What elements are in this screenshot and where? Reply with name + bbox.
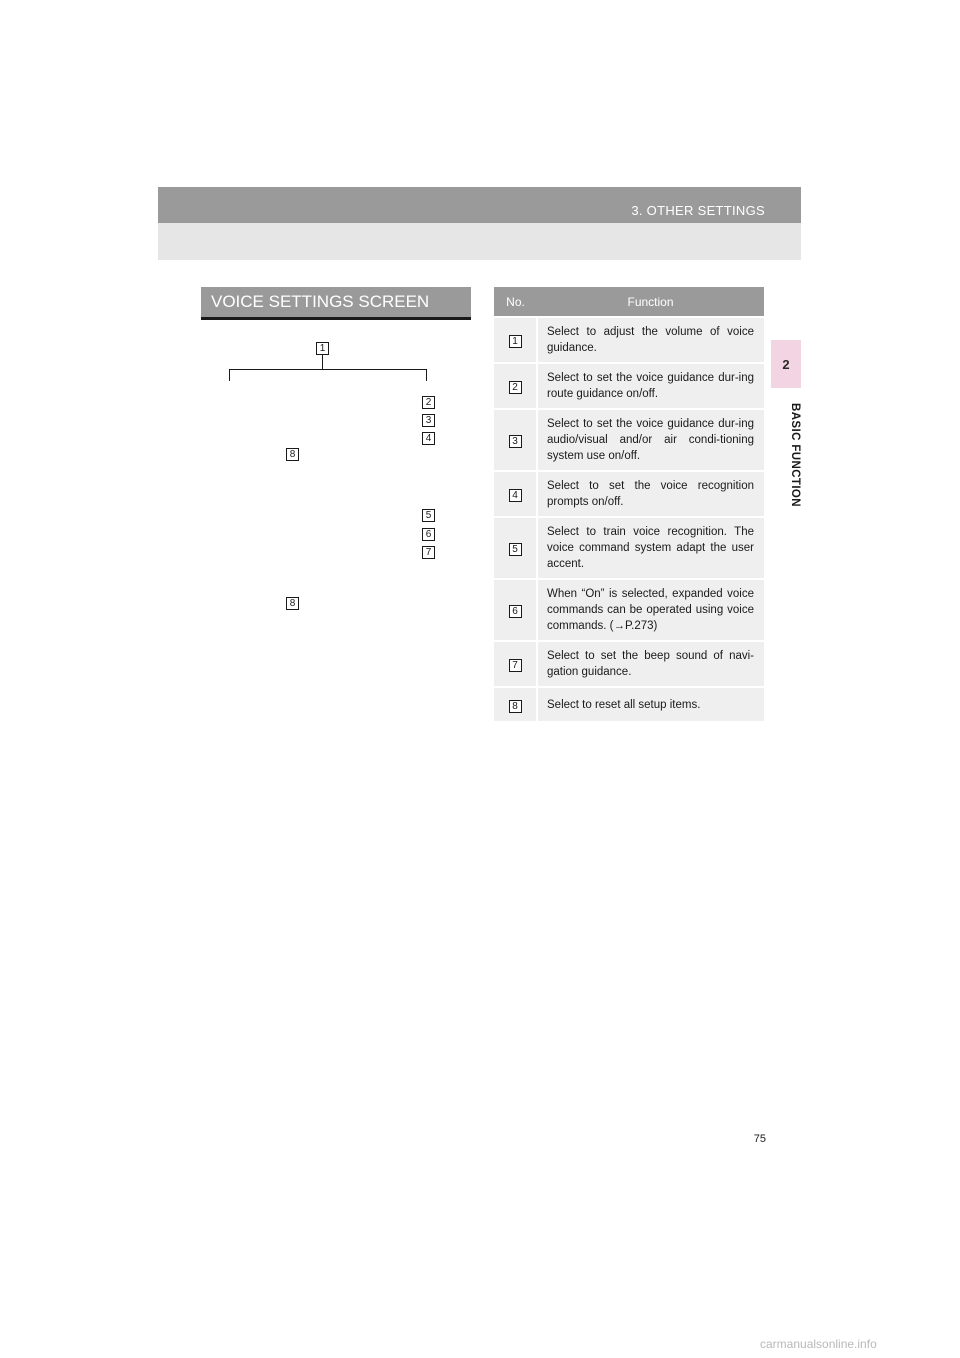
table-row <box>494 317 764 363</box>
row-function: Select to set the voice guidance dur-ing audio/visual and/or air condi-tioning system use on/off. <box>537 409 764 471</box>
bracket-horizontal <box>229 369 427 370</box>
row-function: Select to set the voice guidance dur-ing route guidance on/off. <box>537 363 764 409</box>
table-row <box>494 579 764 641</box>
row-number: 8 <box>509 700 522 713</box>
header-no: No. <box>494 287 537 317</box>
table-row <box>494 687 764 721</box>
table-row <box>494 517 764 579</box>
header-bar <box>158 187 801 223</box>
row-function: Select to set the beep sound of navi-gation guidance. <box>537 641 764 687</box>
row-number: 6 <box>509 605 522 618</box>
row-number: 1 <box>509 335 522 348</box>
table-header-row <box>494 287 764 317</box>
row-function: Select to adjust the volume of voice guidance. <box>537 317 764 363</box>
section-title: VOICE SETTINGS SCREEN <box>201 287 471 317</box>
section-rule <box>201 317 471 320</box>
bracket-stem <box>322 355 323 369</box>
table-row <box>494 471 764 517</box>
row-function: When “On” is selected, expanded voice commands can be operated using voice commands. (→P.273) <box>537 579 764 641</box>
callout-5: 5 <box>422 509 435 522</box>
table-row <box>494 409 764 471</box>
header-function: Function <box>537 287 764 317</box>
row-function: Select to train voice recognition. The voice command system adapt the user accent. <box>537 517 764 579</box>
header-title: 3. OTHER SETTINGS <box>631 203 765 218</box>
callout-3: 3 <box>422 414 435 427</box>
callout-1: 1 <box>316 342 329 355</box>
row-function: Select to reset all setup items. <box>537 687 764 721</box>
row-function: Select to set the voice recognition prompts on/off. <box>537 471 764 517</box>
chapter-number: 2 <box>782 356 790 372</box>
table-row <box>494 363 764 409</box>
bracket-left <box>229 369 230 381</box>
chapter-tab[interactable] <box>771 340 801 388</box>
callout-2: 2 <box>422 396 435 409</box>
bracket-right <box>426 369 427 381</box>
row-number: 2 <box>509 381 522 394</box>
row-number: 4 <box>509 489 522 502</box>
callout-6: 6 <box>422 528 435 541</box>
table-row <box>494 641 764 687</box>
row-number: 7 <box>509 659 522 672</box>
callout-8-top: 8 <box>286 448 299 461</box>
page-number: 75 <box>753 1133 766 1145</box>
callout-7: 7 <box>422 546 435 559</box>
function-table <box>494 287 764 721</box>
row-number: 5 <box>509 543 522 556</box>
callout-4: 4 <box>422 432 435 445</box>
header-sub-bar <box>158 223 801 260</box>
watermark: carmanualsonline.info <box>760 1337 877 1351</box>
chapter-label: BASIC FUNCTION <box>789 403 801 507</box>
callout-8-bottom: 8 <box>286 597 299 610</box>
row-number: 3 <box>509 435 522 448</box>
